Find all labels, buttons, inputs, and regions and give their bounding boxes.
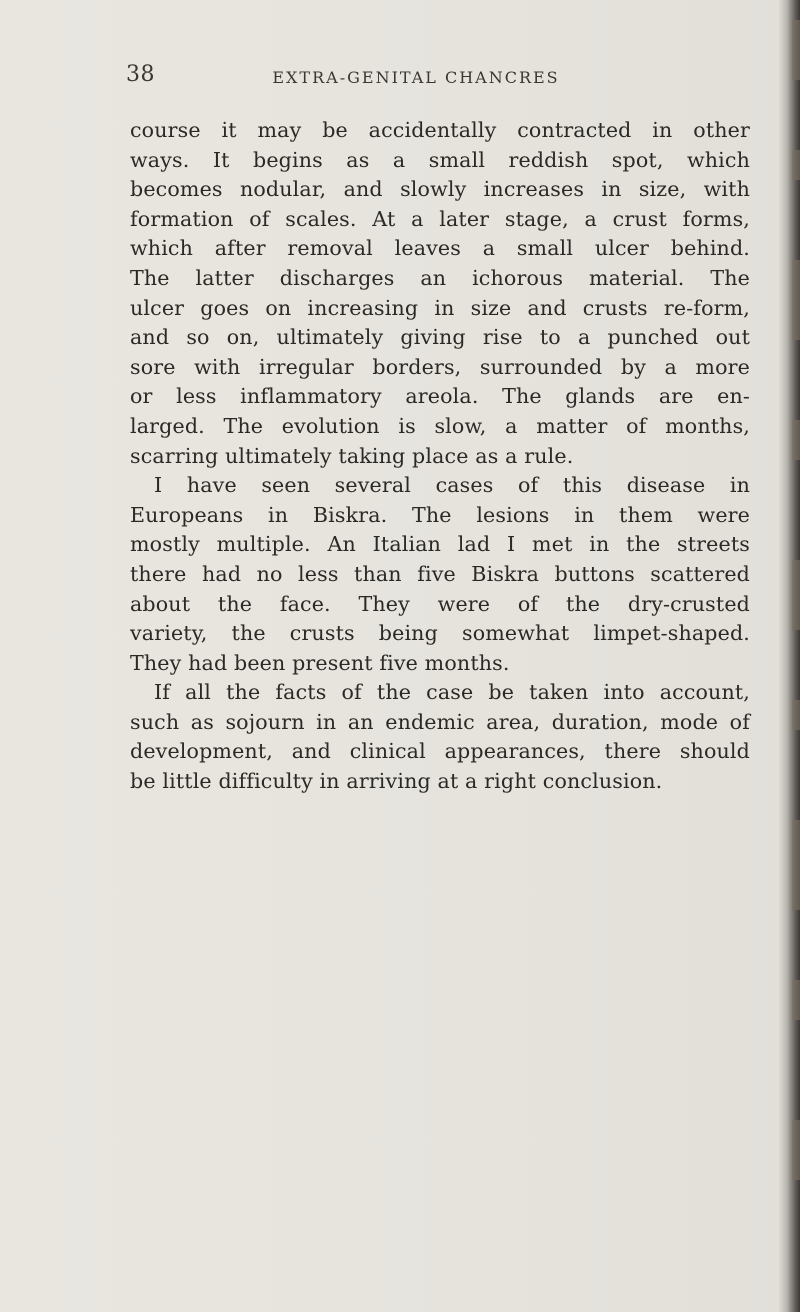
text-line: or less inflammatory areola. The glands are en-	[130, 384, 750, 409]
text-line: variety, the crusts being somewhat limpet-shaped.	[130, 621, 750, 646]
text-line: becomes nodular, and slowly increases in size, with	[130, 177, 750, 202]
text-line: ways. It begins as a small reddish spot, which	[130, 147, 750, 172]
text-line: mostly multiple. An Italian lad I met in the streets	[130, 532, 750, 557]
text-line: larged. The evolution is slow, a matter of months,	[130, 413, 750, 438]
text-line: I have seen several cases of this disease in	[154, 473, 750, 498]
text-line: If all the facts of the case be taken into account,	[154, 680, 750, 705]
text-line: scarring ultimately taking place as a rule.	[130, 443, 574, 468]
text-line: be little difficulty in arriving at a right conclusion.	[130, 769, 663, 794]
text-line: there had no less than five Biskra buttons scattered	[130, 561, 750, 586]
page-edge-marks	[778, 0, 800, 1312]
running-head: EXTRA-GENITAL CHANCRES	[272, 68, 560, 87]
page-header	[126, 62, 706, 96]
text-line: They had been present five months.	[130, 650, 510, 675]
text-line: such as sojourn in an endemic area, duration, mode of	[130, 709, 750, 734]
text-line: sore with irregular borders, surrounded by a more	[130, 354, 750, 379]
text-line: The latter discharges an ichorous material. The	[130, 265, 750, 290]
body-text	[130, 116, 750, 797]
text-line: course it may be accidentally contracted in other	[130, 118, 750, 142]
text-line: and so on, ultimately giving rise to a punched out	[130, 325, 750, 350]
text-line: Europeans in Biskra. The lesions in them were	[130, 502, 750, 527]
text-line: development, and clinical appearances, there should	[130, 739, 750, 764]
text-line: ulcer goes on increasing in size and crusts re-form,	[130, 295, 750, 320]
text-line: which after removal leaves a small ulcer behind.	[130, 236, 750, 261]
text-line: formation of scales. At a later stage, a crust forms,	[130, 206, 750, 231]
text-line: about the face. They were of the dry-crusted	[130, 591, 750, 616]
page-number: 38	[126, 62, 155, 87]
